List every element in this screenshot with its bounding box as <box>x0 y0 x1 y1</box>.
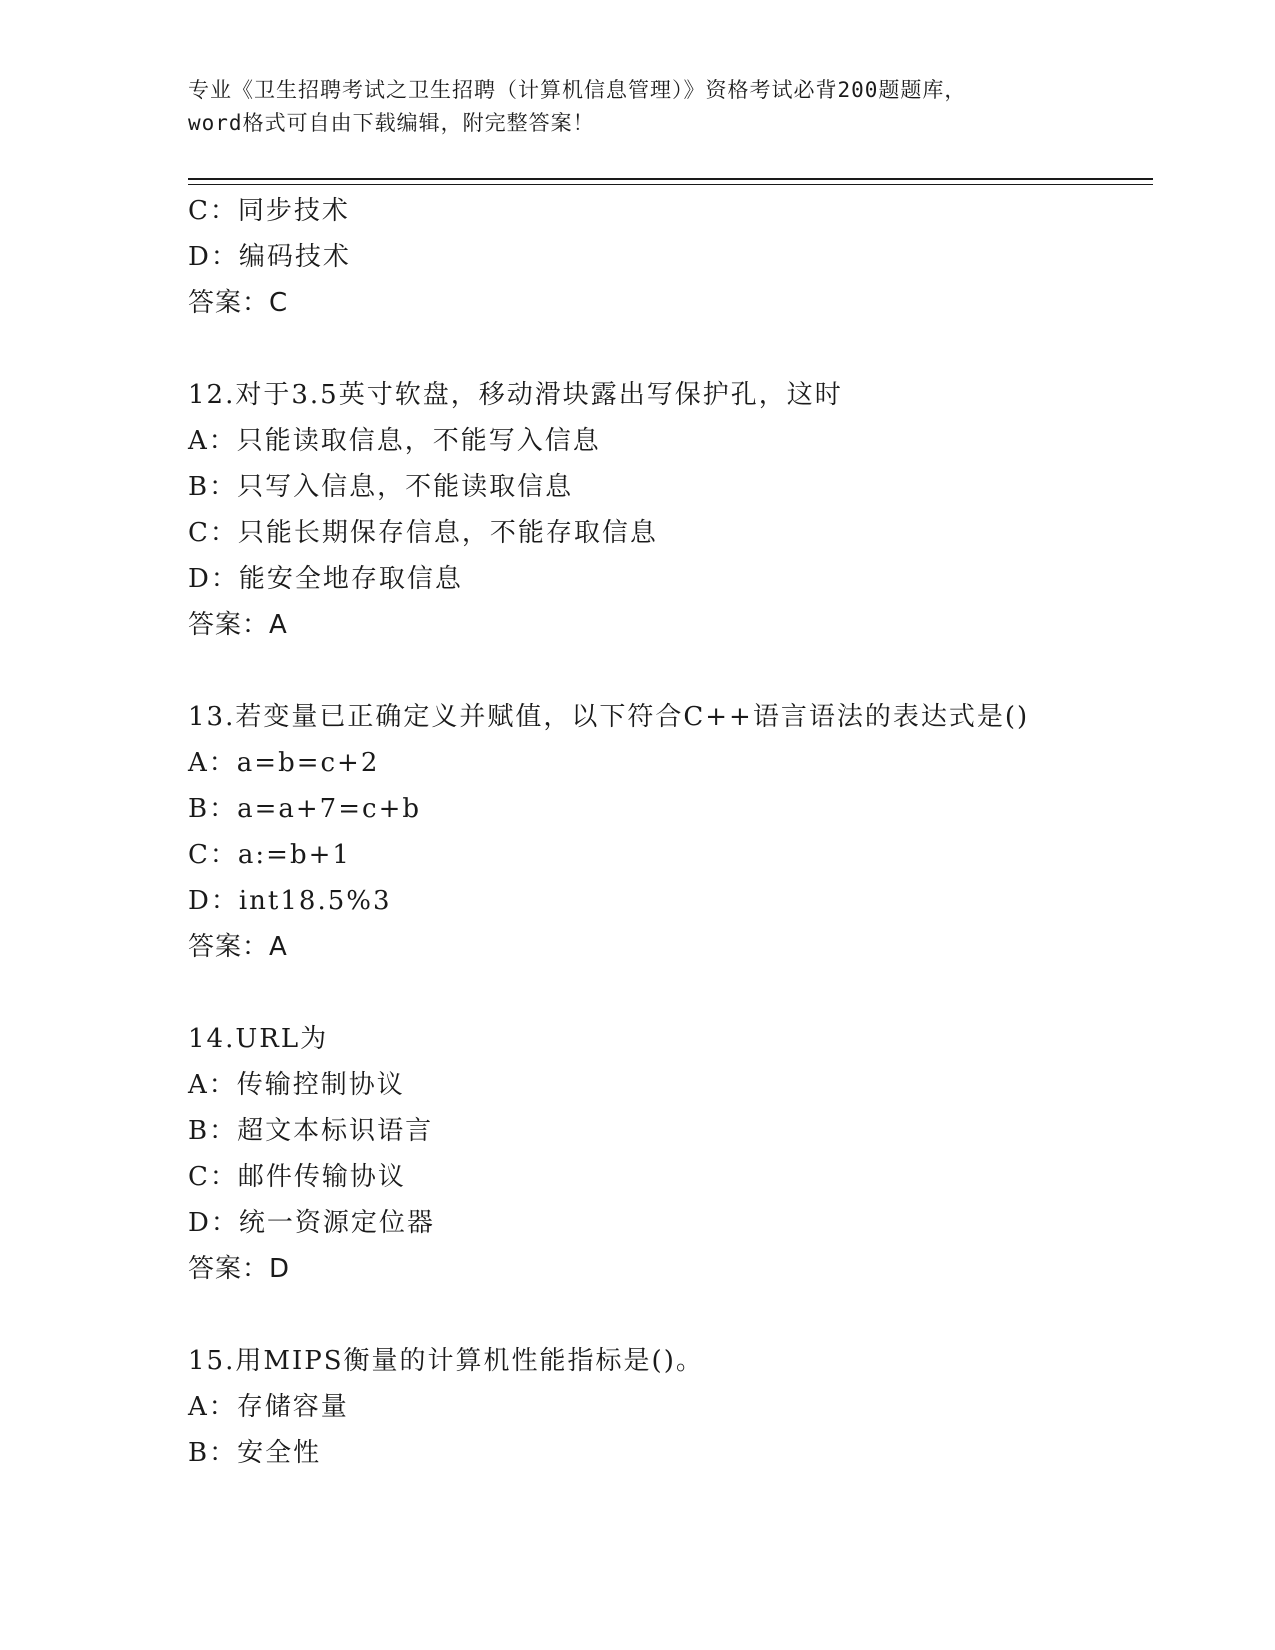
header-line-1: 专业《卫生招聘考试之卫生招聘（计算机信息管理）》资格考试必背200题题库， <box>188 78 967 102</box>
option-c: C：同步技术 <box>188 196 350 226</box>
answer-line: 答案：D <box>188 1254 291 1284</box>
option-a: A：只能读取信息，不能写入信息 <box>188 426 601 456</box>
question-block-14 <box>188 1016 1153 1292</box>
question-block-12 <box>188 372 1153 648</box>
option-b: B：超文本标识语言 <box>188 1116 434 1146</box>
option-c: C：a:=b+1 <box>188 840 351 870</box>
spacer <box>188 970 1153 1016</box>
answer-line: 答案：A <box>188 932 288 962</box>
spacer <box>188 1292 1153 1338</box>
question-block-11-tail <box>188 188 1153 326</box>
option-b: B：安全性 <box>188 1438 322 1468</box>
option-d: D：能安全地存取信息 <box>188 564 463 594</box>
option-d: D：int18.5%3 <box>188 886 392 916</box>
option-a: A：a=b=c+2 <box>188 748 380 778</box>
option-b: B：a=a+7=c+b <box>188 794 421 824</box>
question-stem: 13.若变量已正确定义并赋值，以下符合C++语言语法的表达式是() <box>188 702 1030 732</box>
question-block-15 <box>188 1338 1153 1476</box>
option-d: D：统一资源定位器 <box>188 1208 435 1238</box>
option-a: A：存储容量 <box>188 1392 349 1422</box>
spacer <box>188 326 1153 372</box>
question-stem: 14.URL为 <box>188 1024 329 1054</box>
question-stem: 12.对于3.5英寸软盘，移动滑块露出写保护孔，这时 <box>188 380 843 410</box>
option-c: C：邮件传输协议 <box>188 1162 406 1192</box>
header-divider-thin <box>188 184 1153 185</box>
option-c: C：只能长期保存信息，不能存取信息 <box>188 518 658 548</box>
option-d: D：编码技术 <box>188 242 351 272</box>
question-block-13 <box>188 694 1153 970</box>
document-header <box>188 74 1088 140</box>
spacer <box>188 648 1153 694</box>
answer-line: 答案：C <box>188 288 289 318</box>
header-line-2: word格式可自由下载编辑，附完整答案！ <box>188 111 595 135</box>
question-stem: 15.用MIPS衡量的计算机性能指标是()。 <box>188 1346 704 1376</box>
answer-line: 答案：A <box>188 610 288 640</box>
question-list <box>188 188 1153 1476</box>
option-b: B：只写入信息，不能读取信息 <box>188 472 574 502</box>
option-a: A：传输控制协议 <box>188 1070 405 1100</box>
header-divider-thick <box>188 178 1153 180</box>
